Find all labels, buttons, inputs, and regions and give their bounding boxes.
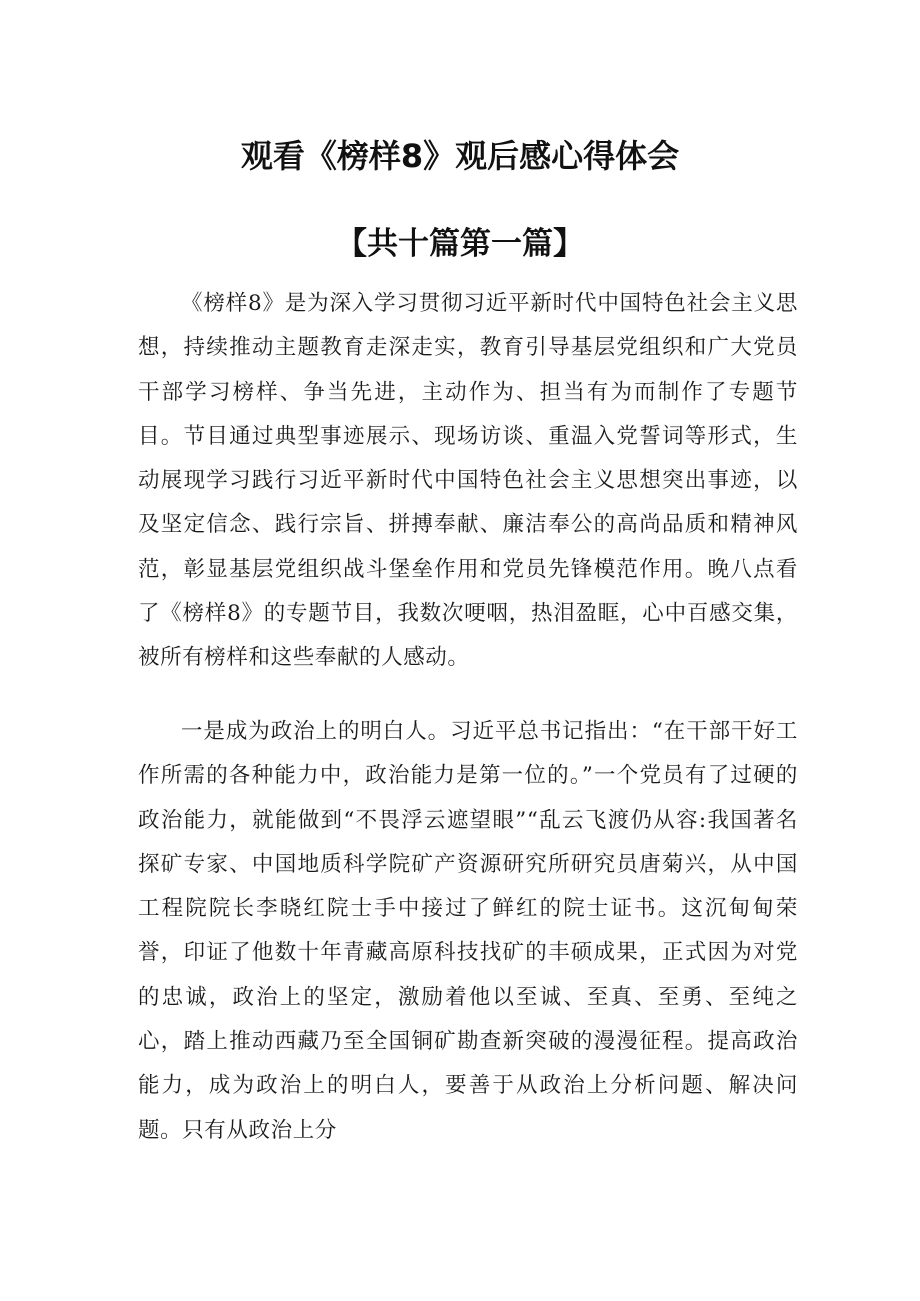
paragraph-political-awareness: 一是成为政治上的明白人。习近平总书记指出：“在干部干好工作所需的各种能力中，政治能力是第一位的。”一个党员有了过硬的政治能力，就能做到“不畏浮云遮望眼”“乱云飞渡仍从容:我国著名探矿专家、中国地质科学院矿产资源研究所研究员唐菊兴，从中国工程院院长李晓红院士手中接过了鲜红的院士证书。这沉甸甸荣誉，印证了他数十年青藏高原科技找矿的丰硕成果，正式因为对党的忠诚，政治上的坚定，激励着他以至诚、至真、至勇、至纯之心，踏上推动西藏乃至全国铜矿勘查新突破的漫漫征程。提高政治能力，成为政治上的明白人，要善于从政治上分析问题、解决问题。只有从政治上分 — [138, 719, 798, 1143]
document-subtitle: 【共十篇第一篇】 — [336, 226, 584, 262]
document-title: 观看《榜样8》观后感心得体会 — [240, 137, 680, 175]
paragraph-intro: 《榜样8》是为深入学习贯彻习近平新时代中国特色社会主义思想，持续推动主题教育走深走实，教育引导基层党组织和广大党员干部学习榜样、争当先进，主动作为、担当有为而制作了专题节目。节目通过典型事迹展示、现场访谈、重温入党誓词等形式，生动展现学习践行习近平新时代中国特色社会主义思想突出事迹，以及坚定信念、践行宗旨、拼搏奉献、廉洁奉公的高尚品质和精神风范，彰显基层党组织战斗堡垒作用和党员先锋模范作用。晚八点看了《榜样8》的专题节目，我数次哽咽，热泪盈眶，心中百感交集，被所有榜样和这些奉献的人感动。 — [138, 291, 798, 671]
